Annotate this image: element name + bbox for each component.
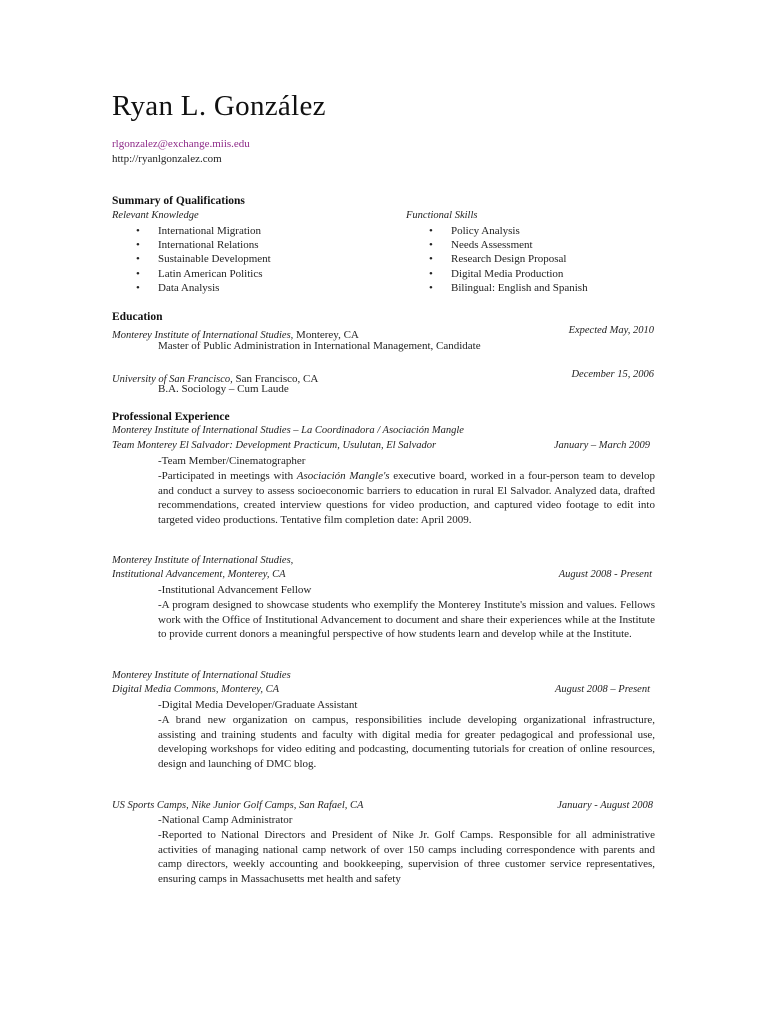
bullet-glyph: • xyxy=(429,282,433,294)
education-date: Expected May, 2010 xyxy=(568,325,654,336)
experience-description xyxy=(158,469,655,527)
bullet-glyph: • xyxy=(136,282,140,294)
experience-date: August 2008 – Present xyxy=(555,684,650,695)
list-item: Digital Media Production xyxy=(451,268,564,280)
experience-sub: Institutional Advancement, Monterey, CA xyxy=(112,569,286,580)
experience-org: US Sports Camps, Nike Junior Golf Camps, San Rafael, CA xyxy=(112,800,364,811)
experience-role: -Institutional Advancement Fellow xyxy=(158,584,312,596)
degree-text: B.A. Sociology – Cum Laude xyxy=(158,383,289,395)
list-item: Research Design Proposal xyxy=(451,253,567,265)
functional-skills-label: Functional Skills xyxy=(406,210,478,221)
bullet-glyph: • xyxy=(429,239,433,251)
description-emphasis: Asociación Mangle's xyxy=(296,470,390,482)
list-item: Bilingual: English and Spanish xyxy=(451,282,588,294)
description-text: -Participated in meetings with xyxy=(158,470,297,482)
experience-date: January - August 2008 xyxy=(557,800,653,811)
list-item: Latin American Politics xyxy=(158,268,263,280)
bullet-glyph: • xyxy=(136,225,140,237)
experience-org: Monterey Institute of International Studies, xyxy=(112,555,294,566)
email-link[interactable]: rlgonzalez@exchange.miis.edu xyxy=(112,138,250,150)
list-item: Sustainable Development xyxy=(158,253,271,265)
experience-description: -A program designed to showcase students who exemplify the Monterey Institute's mission and values. Fellows work with the Office of Institutional Advancement to document and share their experiences while at the Institute to provide current donors a meaningful perspective of how students learn and develop while at the Institute. xyxy=(158,599,655,640)
list-item: Needs Assessment xyxy=(451,239,533,251)
experience-date: August 2008 - Present xyxy=(558,569,652,580)
experience-sub: Digital Media Commons, Monterey, CA xyxy=(112,684,280,695)
list-item: International Migration xyxy=(158,225,261,237)
bullet-glyph: • xyxy=(136,268,140,280)
experience-org: Monterey Institute of International Studies xyxy=(112,670,291,681)
list-item: International Relations xyxy=(158,239,259,251)
school-location: San Francisco, CA xyxy=(232,373,319,385)
list-item: Data Analysis xyxy=(158,282,220,294)
bullet-glyph: • xyxy=(136,239,140,251)
bullet-glyph: • xyxy=(429,268,433,280)
candidate-name: Ryan L. González xyxy=(112,90,326,122)
experience-role: -National Camp Administrator xyxy=(158,814,293,826)
school-name: University of San Francisco, xyxy=(112,374,233,385)
relevant-knowledge-label: Relevant Knowledge xyxy=(112,210,199,221)
school-name: Monterey Institute of International Studies, xyxy=(112,330,294,341)
experience-role: -Team Member/Cinematographer xyxy=(158,455,306,467)
experience-role: -Digital Media Developer/Graduate Assistant xyxy=(158,699,358,711)
experience-heading: Professional Experience xyxy=(112,411,230,423)
experience-org: Monterey Institute of International Studies – La Coordinadora / Asociación Mangle xyxy=(112,425,464,436)
experience-description: -Reported to National Directors and President of Nike Jr. Golf Camps. Responsible for all administrative activities of managing national camp network of over 150 camps including correspondence with parents and camp directors, weekly accounting and bookkeeping, supervision of three customer service representatives, ensuring camps in Massachusetts met health and safety xyxy=(158,829,655,885)
degree-text: Master of Public Administration in International Management, Candidate xyxy=(158,340,481,352)
summary-heading: Summary of Qualifications xyxy=(112,195,245,207)
experience-sub: Team Monterey El Salvador: Development Practicum, Usulutan, El Salvador xyxy=(112,440,437,451)
list-item: Policy Analysis xyxy=(451,225,520,237)
school-location: Monterey, CA xyxy=(293,329,359,341)
experience-date: January – March 2009 xyxy=(553,440,650,451)
education-heading: Education xyxy=(112,311,163,323)
education-date: December 15, 2006 xyxy=(571,369,654,380)
bullet-glyph: • xyxy=(429,253,433,265)
bullet-glyph: • xyxy=(429,225,433,237)
experience-description: -A brand new organization on campus, responsibilities include developing organizational infrastructure, assisting and training students and faculty with digital media for greater pedagogical and professional use, developing workshops for video editing and podcasting, documenting tutorials for creation of online resources, design and launching of DMC blog. xyxy=(158,714,655,770)
website-link[interactable]: http://ryanlgonzalez.com xyxy=(112,153,222,165)
description-text: executive board, worked in a four-person team to develop and conduct a survey to assess socioeconomic barriers to education in rural El Salvador. Analyzed data, drafted recommendations, created interview questions for video production, and captured video footage to edit into targeted video productions. Tentative film completion date: April 2009. xyxy=(158,470,655,526)
bullet-glyph: • xyxy=(136,253,140,265)
